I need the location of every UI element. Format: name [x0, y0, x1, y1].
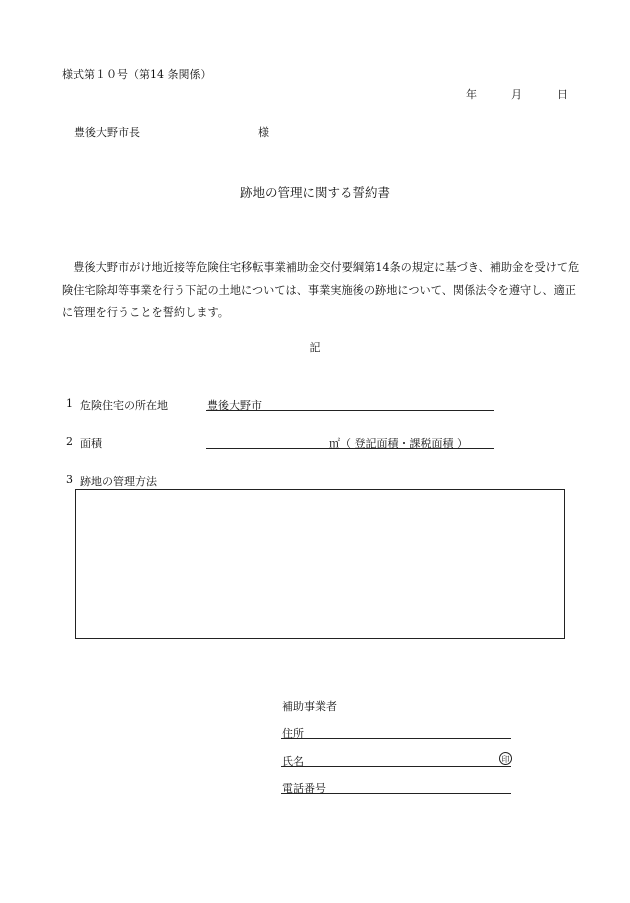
name-underline	[281, 766, 511, 767]
ki-marker: 記	[309, 341, 321, 354]
area-unit-text: ㎡（ 登記面積・課税面積 ）	[329, 437, 468, 450]
date-year-label: 年	[466, 88, 477, 101]
address-underline	[281, 738, 511, 739]
phone-underline	[281, 793, 511, 794]
item-number: 3	[66, 473, 73, 486]
seal-mark: 印	[499, 752, 512, 765]
address-label: 住所	[282, 727, 304, 740]
item-label-area: 面積	[80, 437, 102, 450]
item-label-location: 危険住宅の所在地	[80, 399, 168, 412]
item-label-management: 跡地の管理方法	[80, 475, 157, 488]
name-label: 氏名	[282, 755, 304, 768]
form-number: 様式第１０号（第14 条関係）	[62, 68, 212, 81]
phone-label: 電話番号	[282, 782, 326, 795]
pledge-body: 豊後大野市がけ地近接等危険住宅移転事業補助金交付要綱第14条の規定に基づき、補助金を受けて危険住宅除却等事業を行う下記の土地については、事業実施後の跡地について、関係法令を遵守し、適正に管理を行うことを誓約します。	[62, 261, 580, 319]
item-number: 2	[66, 435, 73, 448]
applicant-heading: 補助事業者	[282, 700, 337, 713]
document-title: 跡地の管理に関する誓約書	[239, 185, 390, 200]
date-day-label: 日	[557, 88, 568, 101]
item-number: 1	[66, 397, 73, 410]
management-method-box[interactable]	[75, 489, 565, 639]
addressee-name: 豊後大野市長	[74, 126, 140, 139]
location-value: 豊後大野市	[207, 399, 262, 412]
area-underline	[206, 448, 494, 449]
addressee-honorific: 様	[258, 126, 269, 139]
date-month-label: 月	[511, 88, 522, 101]
location-underline	[206, 410, 494, 411]
